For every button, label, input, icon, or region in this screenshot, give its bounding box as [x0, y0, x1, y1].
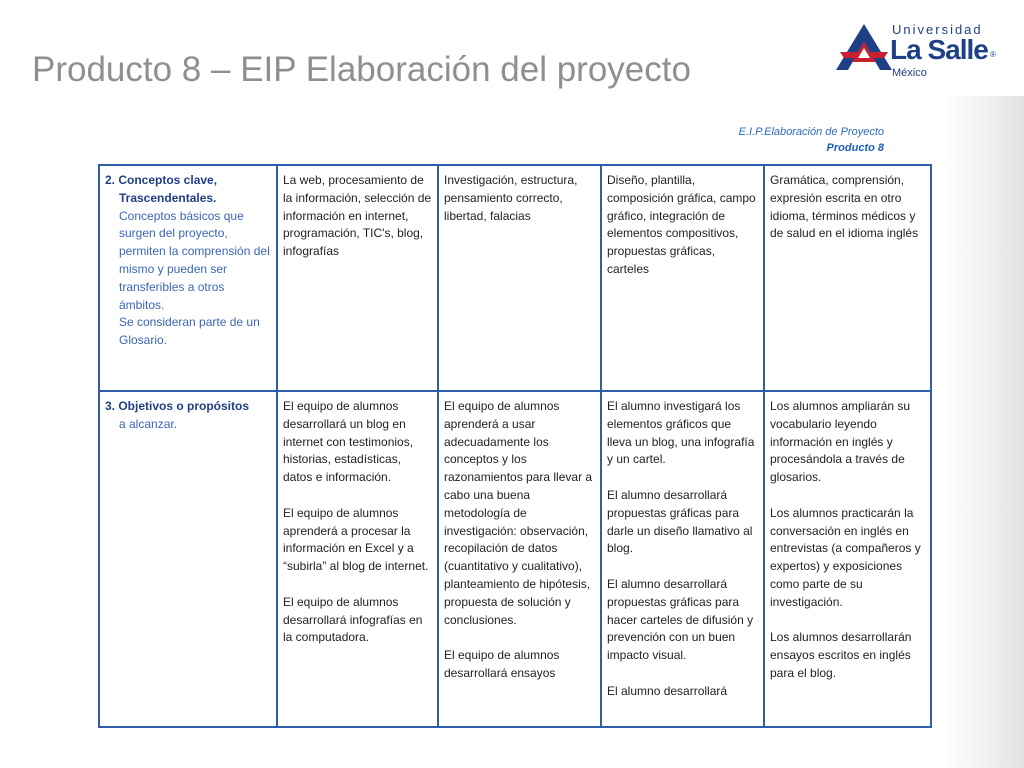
- eip-matrix-table: [98, 164, 932, 728]
- cell-paragraph: El alumno investigará los elementos gráficos que lleva un blog, una infografía y un cartel.: [607, 399, 755, 467]
- slide-title: Producto 8 – EIP Elaboración del proyecto: [32, 50, 691, 89]
- logo-country: México: [892, 67, 927, 79]
- cell-paragraph: Diseño, plantilla, composición gráfica, campo gráfico, integración de elementos compositivos, propuestas gráficas, carteles: [607, 173, 756, 276]
- row-header-description: Conceptos básicos que surgen del proyecto, permiten la comprensión del mismo y pueden ser transferibles a otros ámbitos.: [119, 208, 270, 312]
- cell-paragraph: Los alumnos desarrollarán ensayos escritos en inglés para el blog.: [770, 630, 912, 680]
- document-image: [94, 116, 944, 731]
- row-header-description: Se consideran parte de un Glosario.: [119, 315, 260, 348]
- la-salle-star-logo-icon: [836, 22, 892, 74]
- cell-paragraph: El equipo de alumnos aprenderá a usar adecuadamente los conceptos y los razonamientos para llevar a cabo una buena metodología de investigación: observación, recopilación de datos (cuantitativo y cualitativo), planteamiento de hipótesis, propuesta de solución y conclusiones.: [444, 399, 593, 627]
- cell-paragraph: Los alumnos practicarán la conversación en inglés en entrevistas (a compañeros y expertos) y exposiciones como parte de su investigación.: [770, 505, 921, 609]
- cell-paragraph: El equipo de alumnos desarrollará un blog en internet con testimonios, historias, estadísticas, datos e información.: [283, 399, 414, 485]
- table-cell: [438, 165, 601, 391]
- cell-paragraph: Investigación, estructura, pensamiento correcto, libertad, falacias: [444, 173, 578, 223]
- row-header-title: 3. Objetivos o propósitos: [105, 399, 250, 413]
- cell-paragraph: Gramática, comprensión, expresión escrita en otro idioma, términos médicos y de salud en el idioma inglés: [770, 173, 919, 241]
- document-header: [739, 124, 884, 156]
- cell-paragraph: El alumno desarrollará propuestas gráficas para darle un diseño llamativo al blog.: [607, 487, 753, 556]
- table-cell: [764, 165, 931, 391]
- table-row-conceptos-clave: [99, 165, 931, 391]
- slide-background-gradient: [944, 96, 1024, 768]
- cell-paragraph: El alumno desarrollará propuestas gráficas para hacer carteles de difusión y prevención con un buen impacto visual.: [607, 576, 754, 663]
- row-header-cell: [99, 165, 277, 391]
- table-cell: [277, 391, 438, 727]
- cell-paragraph: La web, procesamiento de la información, selección de información en internet, programación, TIC's, blog, infografías: [283, 173, 432, 259]
- cell-paragraph: El alumno desarrollará: [607, 683, 728, 698]
- logo-name: La Salle: [890, 34, 988, 65]
- logo-registered-mark: ®: [990, 50, 996, 59]
- university-logo: [836, 20, 1004, 80]
- cell-paragraph: El equipo de alumnos aprenderá a procesar la información en Excel y a “subirla” al blog de internet.: [283, 505, 429, 574]
- row-header-title: 2. Conceptos clave,: [105, 173, 218, 187]
- document-header-product: Producto 8: [826, 142, 884, 154]
- cell-paragraph: El equipo de alumnos desarrollará ensayos: [444, 648, 560, 680]
- table-cell: [601, 165, 764, 391]
- table-cell: [438, 391, 601, 727]
- table-row-objetivos: [99, 391, 931, 727]
- table-cell: [601, 391, 764, 727]
- table-cell: [277, 165, 438, 391]
- row-header-description: a alcanzar.: [119, 416, 178, 431]
- cell-paragraph: Los alumnos ampliarán su vocabulario leyendo información en inglés y procesándola a través de glosarios.: [770, 399, 911, 485]
- logo-university-label: Universidad: [892, 22, 983, 37]
- row-header-subtitle: Trascendentales.: [119, 190, 217, 205]
- row-header-cell: [99, 391, 277, 727]
- table-cell: [764, 391, 931, 727]
- cell-paragraph: El equipo de alumnos desarrollará infografías en la computadora.: [283, 594, 423, 645]
- document-header-subject: E.I.P.Elaboración de Proyecto: [738, 126, 884, 138]
